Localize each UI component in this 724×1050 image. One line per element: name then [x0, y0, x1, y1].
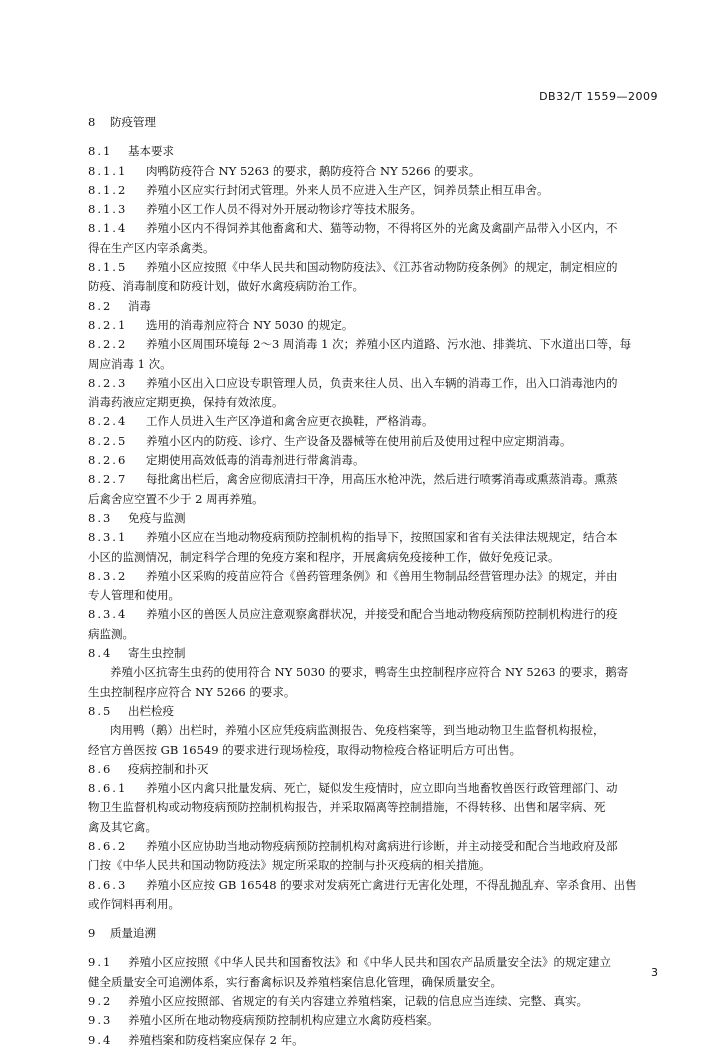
clause-text: 门按《中华人民共和国动物防疫法》规定所采取的控制与扑灭疫病的相关措施。 — [88, 858, 491, 873]
clause-line — [88, 663, 660, 682]
clause-text: 后禽舍应空置不少于 2 周再养殖。 — [88, 491, 264, 506]
section-gap — [88, 914, 660, 924]
clause-text: 每批禽出栏后，禽舍应彻底清扫干净，用高压水枪冲洗，然后进行喷雾消毒或熏蒸消毒。熏蒸 — [146, 472, 618, 487]
clause-number: 8.3.4 — [88, 607, 128, 622]
clause-line — [88, 779, 660, 798]
clause-text: 养殖小区应按 GB 16548 的要求对发病死亡禽进行无害化处理，不得乱抛乱弃、宰杀食用、出售 — [146, 877, 637, 892]
clause-line — [88, 818, 660, 837]
section-gap — [88, 132, 660, 142]
clause-line — [88, 355, 660, 374]
clause-line — [88, 973, 660, 992]
clause-text: 养殖档案和防疫档案应保存 2 年。 — [128, 1032, 304, 1047]
document-body — [88, 113, 660, 1050]
clause-number: 9.1 — [88, 955, 113, 970]
clause-line — [88, 683, 660, 702]
clause-line — [88, 625, 660, 644]
clause-line — [88, 181, 660, 200]
clause-number: 8.1.1 — [88, 163, 128, 178]
section-heading — [88, 760, 660, 779]
clause-line — [88, 721, 660, 740]
clause-number: 8.6.3 — [88, 877, 128, 892]
clause-line — [88, 876, 660, 895]
clause-line — [88, 490, 660, 509]
clause-line — [88, 412, 660, 431]
clause-number: 8.1 — [88, 144, 113, 159]
clause-text: 出栏检疫 — [128, 703, 174, 718]
clause-line — [88, 200, 660, 219]
clause-line — [88, 432, 660, 451]
clause-text: 肉鸭防疫符合 NY 5263 的要求，鹅防疫符合 NY 5266 的要求。 — [146, 163, 481, 178]
clause-text: 养殖小区应按照《中华人民共和国动物防疫法》、《江苏省动物防疫条例》的规定，制定相应的 — [146, 260, 618, 275]
clause-text: 养殖小区应按照《中华人民共和国畜牧法》和《中华人民共和国农产品质量安全法》的规定建立 — [128, 955, 611, 970]
clause-text: 基本要求 — [128, 144, 174, 159]
clause-text: 寄生虫控制 — [128, 646, 186, 661]
clause-line — [88, 1031, 660, 1050]
section-heading — [88, 924, 660, 943]
clause-text: 专人管理和使用。 — [88, 588, 180, 603]
clause-number: 8.2.2 — [88, 337, 128, 352]
clause-line — [88, 316, 660, 335]
clause-number: 9 — [88, 926, 98, 941]
clause-number: 8.2.5 — [88, 433, 128, 448]
clause-text: 生虫控制程序应符合 NY 5266 的要求。 — [88, 684, 296, 699]
clause-number: 8.3 — [88, 510, 113, 525]
clause-text: 防疫管理 — [110, 115, 156, 129]
clause-text: 定期使用高效低毒的消毒剂进行带禽消毒。 — [146, 453, 365, 468]
clause-line — [88, 374, 660, 393]
clause-text: 防疫、消毒制度和防疫计划，做好水禽疫病防治工作。 — [88, 279, 364, 294]
clause-line — [88, 992, 660, 1011]
clause-line — [88, 567, 660, 586]
clause-line — [88, 548, 660, 567]
clause-text: 养殖小区工作人员不得对外开展动物诊疗等技术服务。 — [146, 202, 422, 217]
clause-number: 8.6.2 — [88, 838, 128, 853]
clause-number: 8.2.7 — [88, 472, 128, 487]
clause-text: 或作饲料再利用。 — [88, 896, 180, 911]
clause-line — [88, 605, 660, 624]
clause-text: 小区的监测情况，制定科学合理的免疫方案和程序，开展禽病免疫接种工作，做好免疫记录。 — [88, 549, 560, 564]
clause-number: 8.4 — [88, 646, 113, 661]
clause-text: 经官方兽医按 GB 16549 的要求进行现场检疫，取得动物检疫合格证明后方可出售。 — [88, 742, 522, 757]
clause-text: 养殖小区抗寄生虫药的使用符合 NY 5030 的要求，鸭寄生虫控制程序应符合 NY 5263 的要求，鹅寄 — [110, 665, 629, 680]
clause-text: 质量追溯 — [110, 926, 156, 941]
clause-text: 养殖小区出入口应设专职管理人员，负责来往人员、出入车辆的消毒工作，出入口消毒池内的 — [146, 375, 618, 390]
clause-number: 9.4 — [88, 1032, 113, 1047]
section-heading — [88, 509, 660, 528]
section-heading — [88, 644, 660, 663]
clause-line — [88, 586, 660, 605]
clause-line — [88, 895, 660, 914]
clause-number: 8.2.4 — [88, 414, 128, 429]
standard-number: DB32/T 1559—2009 — [539, 90, 658, 103]
clause-text: 养殖小区应实行封闭式管理。外来人员不应进入生产区，饲养员禁止相互串舍。 — [146, 182, 549, 197]
clause-text: 得在生产区内宰杀禽类。 — [88, 240, 215, 255]
clause-line — [88, 451, 660, 470]
clause-number: 8.1.4 — [88, 221, 128, 236]
clause-line — [88, 277, 660, 296]
clause-number: 8.3.1 — [88, 530, 128, 545]
clause-text: 养殖小区的兽医人员应注意观察禽群状况，并接受和配合当地动物疫病预防控制机构进行的疫 — [146, 607, 618, 622]
clause-text: 物卫生监督机构或动物疫病预防控制机构报告，并采取隔离等控制措施，不得转移、出售和屠宰病、死 — [88, 800, 606, 815]
clause-text: 消毒药液应定期更换，保持有效浓度。 — [88, 395, 284, 410]
clause-line — [88, 1011, 660, 1030]
clause-number: 8.2.1 — [88, 317, 128, 332]
clause-line — [88, 856, 660, 875]
section-gap — [88, 943, 660, 953]
clause-text: 禽及其它禽。 — [88, 819, 157, 834]
clause-text: 消毒 — [128, 298, 151, 313]
clause-number: 8.3.2 — [88, 568, 128, 583]
clause-number: 9.2 — [88, 994, 113, 1009]
clause-text: 选用的消毒剂应符合 NY 5030 的规定。 — [146, 317, 354, 332]
section-heading — [88, 142, 660, 161]
clause-text: 疫病控制和扑灭 — [128, 761, 209, 776]
section-heading — [88, 297, 660, 316]
clause-text: 养殖小区应按照部、省规定的有关内容建立养殖档案，记载的信息应当连续、完整、真实。 — [128, 994, 588, 1009]
clause-text: 养殖小区周围环境每 2～3 周消毒 1 次；养殖小区内道路、污水池、排粪坑、下水道出口等，每 — [146, 337, 632, 352]
clause-line — [88, 528, 660, 547]
clause-number: 9.3 — [88, 1013, 113, 1028]
clause-text: 养殖小区所在地动物疫病预防控制机构应建立水禽防疫档案。 — [128, 1013, 439, 1028]
clause-text: 工作人员进入生产区净道和禽舍应更衣换鞋，严格消毒。 — [146, 414, 434, 429]
clause-text: 养殖小区内不得饲养其他畜禽和犬、猫等动物，不得将区外的光禽及禽副产品带入小区内，不 — [146, 221, 618, 236]
clause-line — [88, 741, 660, 760]
clause-number: 8.1.3 — [88, 202, 128, 217]
clause-text: 养殖小区内禽只批量发病、死亡，疑似发生疫情时，应立即向当地畜牧兽医行政管理部门、动 — [146, 781, 618, 796]
clause-text: 肉用鸭（鹅）出栏时，养殖小区应凭疫病监测报告、免疫档案等，到当地动物卫生监督机构报检， — [110, 723, 605, 738]
clause-line — [88, 258, 660, 277]
clause-number: 8.5 — [88, 703, 113, 718]
clause-number: 8.1.2 — [88, 182, 128, 197]
clause-line — [88, 953, 660, 972]
clause-line — [88, 162, 660, 181]
clause-number: 8.2.3 — [88, 375, 128, 390]
clause-text: 养殖小区内的防疫、诊疗、生产设备及器械等在使用前后及使用过程中应定期消毒。 — [146, 433, 572, 448]
page-number: 3 — [651, 966, 658, 979]
clause-line — [88, 470, 660, 489]
clause-text: 养殖小区应在当地动物疫病预防控制机构的指导下，按照国家和省有关法律法规规定，结合本 — [146, 530, 618, 545]
clause-line — [88, 393, 660, 412]
clause-number: 8.1.5 — [88, 260, 128, 275]
clause-number: 8 — [88, 115, 98, 129]
clause-line — [88, 837, 660, 856]
section-heading — [88, 113, 660, 132]
clause-line — [88, 335, 660, 354]
clause-text: 免疫与监测 — [128, 510, 186, 525]
clause-text: 健全质量安全可追溯体系，实行畜禽标识及养殖档案信息化管理，确保质量安全。 — [88, 974, 502, 989]
clause-line — [88, 798, 660, 817]
clause-number: 8.6 — [88, 761, 113, 776]
clause-number: 8.6.1 — [88, 781, 128, 796]
clause-text: 养殖小区采购的疫苗应符合《兽药管理条例》和《兽用生物制品经营管理办法》的规定，并由 — [146, 568, 618, 583]
clause-line — [88, 239, 660, 258]
clause-line — [88, 219, 660, 238]
clause-text: 养殖小区应协助当地动物疫病预防控制机构对禽病进行诊断，并主动接受和配合当地政府及部 — [146, 838, 618, 853]
clause-text: 病监测。 — [88, 626, 134, 641]
clause-text: 周应消毒 1 次。 — [88, 356, 172, 371]
section-heading — [88, 702, 660, 721]
clause-number: 8.2 — [88, 298, 113, 313]
clause-number: 8.2.6 — [88, 453, 128, 468]
